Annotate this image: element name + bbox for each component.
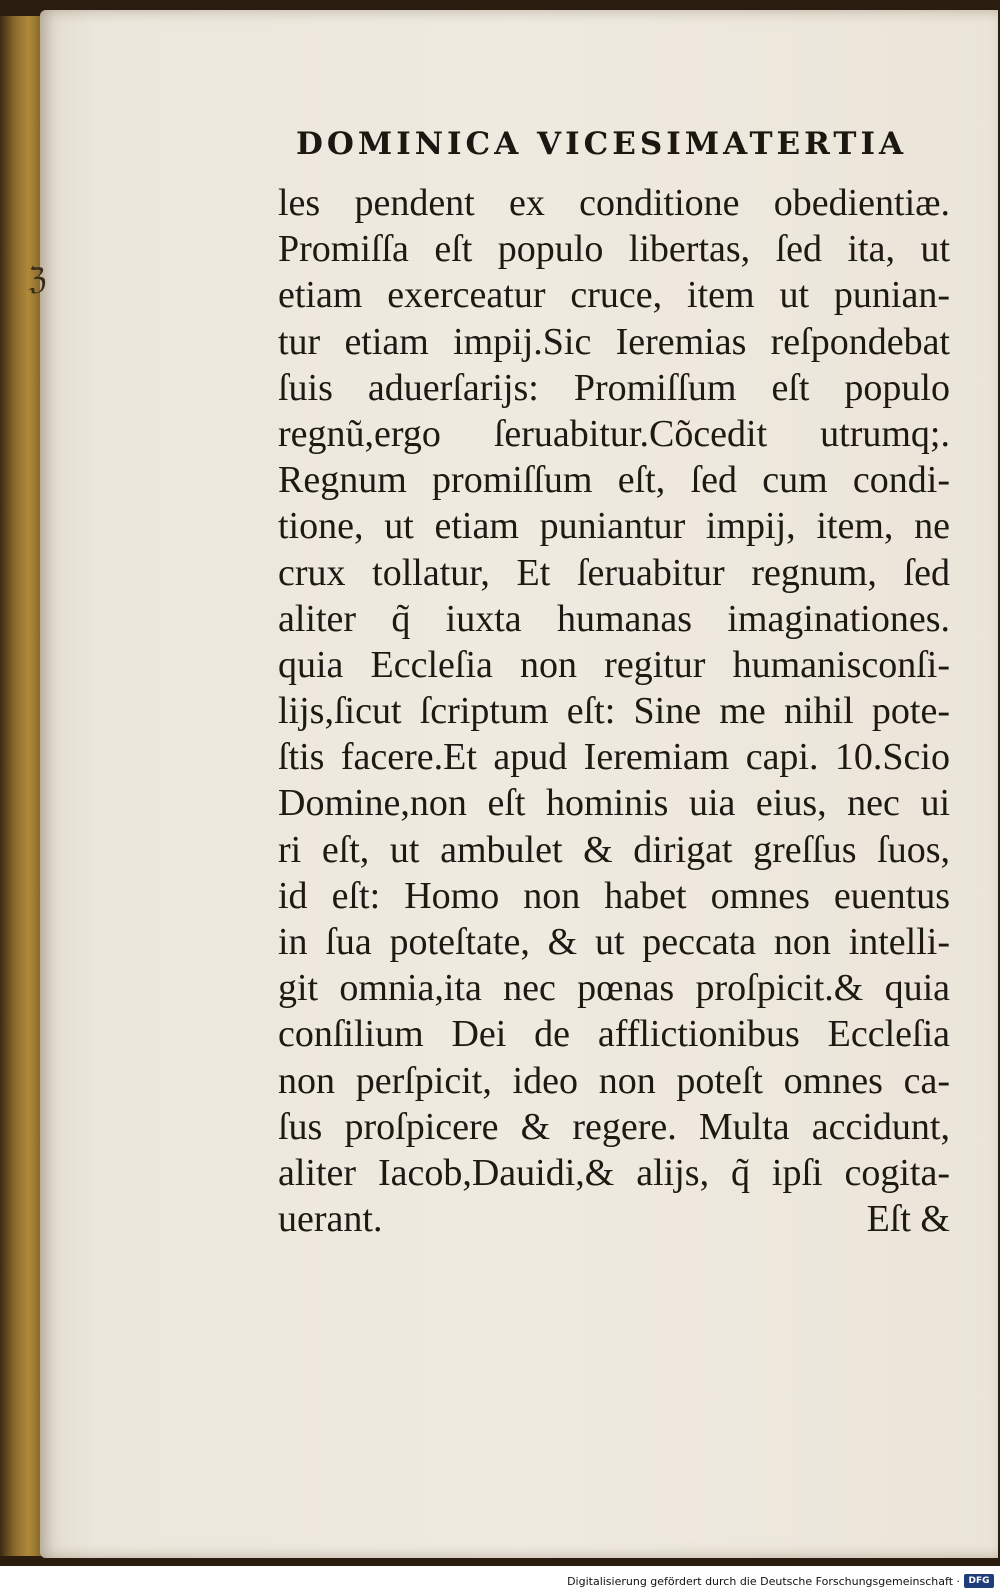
text-line: etiam exerceatur cruce, item ut punian- <box>278 274 950 317</box>
text-line: conſilium Dei de afflictionibus Eccleſia <box>278 1013 950 1056</box>
catchword: Eſt & <box>866 1198 950 1241</box>
text-line: in ſua poteſtate, & ut peccata non intelli- <box>278 921 950 963</box>
text-line: lijs,ſicut ſcriptum eſt: Sine me nihil pote- <box>278 690 950 733</box>
text-line: ſtis facere.Et apud Ieremiam capi. 10.Scio <box>278 736 950 779</box>
text-line: tur etiam impij.Sic Ieremias reſpondebat <box>278 320 950 363</box>
text-line: tione, ut etiam puniantur impij, item, ne <box>278 505 950 548</box>
text-line: aliter Iacob,Dauidi,& alijs, q̃ ipſi cogita- <box>278 1151 950 1194</box>
final-line-text: uerant. <box>278 1198 383 1241</box>
text-line: Regnum promiſſum eſt, ſed cum condi- <box>278 459 950 502</box>
funding-credit: Digitalisierung gefördert durch die Deutsche Forschungsgemeinschaft · <box>567 1575 960 1588</box>
text-line: Promiſſa eſt populo libertas, ſed ita, ut <box>278 228 950 271</box>
dfg-logo: DFG <box>964 1574 994 1588</box>
text-line: id eſt: Homo non habet omnes euentus <box>278 874 950 917</box>
text-line: ſus proſpicere & regere. Multa accidunt, <box>278 1105 950 1148</box>
text-line: regnũ,ergo ſeruabitur.Cõcedit utrumq;. <box>278 412 950 455</box>
margin-mark: ℨ <box>28 262 47 297</box>
digitization-footer <box>0 1566 1000 1596</box>
text-line: ſuis aduerſarijs: Promiſſum eſt populo <box>278 366 950 409</box>
text-line: non perſpicit, ideo non poteſt omnes ca- <box>278 1059 950 1102</box>
running-head: DOMINICA VICESIMATERTIA <box>296 126 908 162</box>
text-line: git omnia,ita nec pœnas proſpicit.& quia <box>278 967 950 1010</box>
body-text <box>278 180 950 1242</box>
text-line: aliter q̃ iuxta humanas imaginationes. <box>278 597 950 640</box>
text-line: les pendent ex conditione obedientiæ. <box>278 182 950 224</box>
text-line-last <box>278 1196 950 1242</box>
text-line: Domine,non eſt hominis uia eius, nec ui <box>278 782 950 825</box>
text-line: crux tollatur, Et ſeruabitur regnum, ſed <box>278 551 950 594</box>
text-line: quia Eccleſia non regitur humanisconſi- <box>278 643 950 686</box>
text-line: ri eſt, ut ambulet & dirigat greſſus ſuos, <box>278 828 950 871</box>
